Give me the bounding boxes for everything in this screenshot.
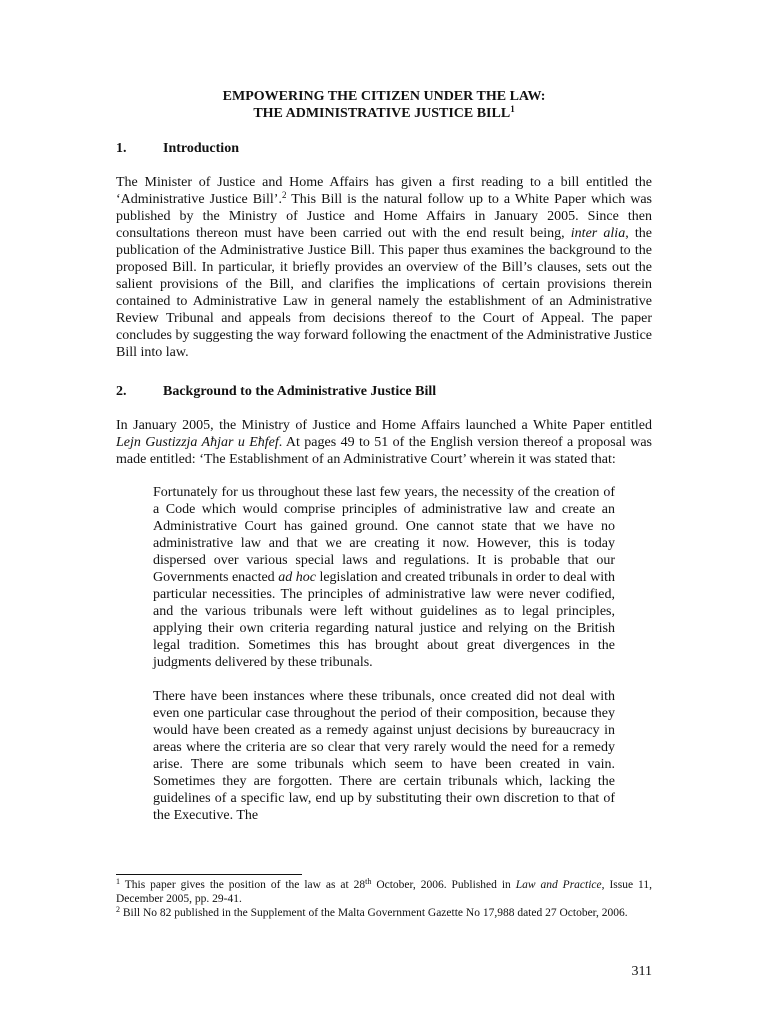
background-paragraph	[116, 417, 652, 468]
title-line-1: EMPOWERING THE CITIZEN UNDER THE LAW:	[222, 89, 546, 104]
background-text-2: . At pages 49 to 51 of the English version thereof a proposal was made entitled: ‘The Establishment of an Administrative Court’ wherein it was stated that:	[116, 435, 653, 467]
footnote-1-text-1: This paper gives the position of the law as at 28	[120, 879, 366, 891]
footnote-2	[116, 906, 652, 920]
background-text-1: In January 2005, the Ministry of Justice and Home Affairs launched a White Paper entitled	[116, 418, 652, 433]
intro-footnote-ref[interactable]: 2	[281, 190, 287, 200]
quote1-italic: ad hoc	[278, 570, 316, 585]
intro-italic: inter alia	[570, 226, 626, 241]
footnote-2-text: Bill No 82 published in the Supplement of the Malta Government Gazette No 17,988 dated 27 October, 2006.	[120, 907, 628, 919]
background-italic: Lejn Gustizzja Aħjar u Eħfef	[116, 435, 279, 450]
footnote-1	[116, 878, 652, 906]
footnote-2-ref: 2	[116, 905, 120, 914]
title-line-2-text: THE ADMINISTRATIVE JUSTICE BILL	[253, 106, 511, 121]
section-title: Background to the Administrative Justice Bill	[163, 384, 437, 399]
page-number: 311	[631, 964, 652, 979]
title-footnote-ref[interactable]: 1	[510, 104, 515, 114]
section-heading-background	[116, 383, 652, 400]
title-line-2	[116, 105, 652, 122]
section-heading-introduction	[116, 140, 652, 157]
footnote-separator	[116, 874, 302, 875]
intro-text-1: The Minister of Justice and Home Affairs has given a first reading to a bill entitled the ‘Administrative Justice Bill’.	[116, 175, 652, 207]
block-quote-2: There have been instances where these tribunals, once created did not deal with even one particular case throughout the period of their composition, because they would have been created as a remedy against unjust decisions by bureaucracy in areas where the criteria are so clear that very rarely would the need for a remedy arise. There are some tribunals which seem to have been created in vain. Sometimes they are forgotten. There are certain tribunals which, lacking the guidelines of a specific law, end up by substituting their own discretion to that of the Executive. The	[153, 689, 615, 823]
introduction-paragraph	[116, 174, 652, 361]
document-page	[116, 88, 652, 824]
quote1-text-2: legislation and created tribunals in order to deal with particular necessities. The principles of administrative law were never codified, and the various tribunals were left without guidelines as to legal principles, applying their own criteria regarding natural justice and relying on the British legal tradition. Sometimes this has brought about great divergences in the judgments delivered by these tribunals.	[153, 570, 615, 670]
footnotes	[116, 878, 652, 920]
intro-text-2: This Bill is the natural follow up to a White Paper which was published by the Ministry of Justice and Home Affairs in January 2005. Since then consultations thereon must have been carried out with the end result being,	[116, 192, 653, 241]
document-title	[116, 88, 652, 122]
quote1-text-1: Fortunately for us throughout these last few years, the necessity of the creation of a Code which would comprise principles of administrative law and create an Administrative Court has gained ground. One cannot state that we have no administrative law and that we are creating it now. However, this is today dispersed over various special laws and regulations. It is probable that our Governments enacted	[153, 485, 615, 585]
footnote-1-text-2: October, 2006. Published in	[371, 879, 516, 891]
footnote-1-ref: 1	[116, 877, 120, 886]
section-number: 1.	[116, 141, 127, 156]
block-quote-1	[153, 484, 615, 671]
footnote-1-ordinal: th	[365, 877, 372, 886]
intro-text-3: , the publication of the Administrative Justice Bill. This paper thus examines the background to the proposed Bill. In particular, it briefly provides an overview of the Bill’s clauses, sets out the salient provisions of the Bill, and clarifies the implications of certain provisions therein contained to Administrative Law in general namely the establishment of an Administrative Review Tribunal and appeals from decisions thereof to the Court of Appeal. The paper concludes by suggesting the way forward following the enactment of the Administrative Justice Bill into law.	[116, 226, 652, 360]
footnote-1-text-3: , Issue 11, December 2005, pp. 29-41.	[116, 879, 652, 905]
section-title: Introduction	[163, 141, 239, 156]
footnote-1-italic: Law and Practice	[515, 879, 602, 891]
section-number: 2.	[116, 384, 127, 399]
